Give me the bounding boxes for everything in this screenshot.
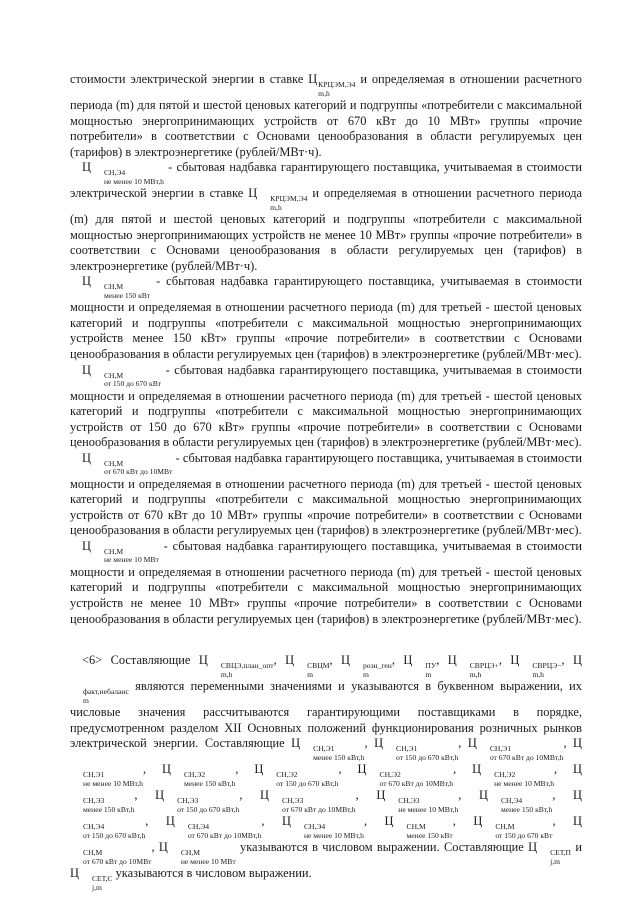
paragraph-text: стоимости электрической энергии в ставке (70, 72, 309, 86)
formula-symbol: Ц СН,Э2 не менее 10 МВт,h (472, 762, 555, 788)
formula-symbol: Ц СН,Э4 от 150 до 670 кВт,h (83, 788, 582, 840)
footnote-6: <6> Составляющие Ц СВЦЭ,план_опт m,h , Ц СВЦМ m , Ц розн_ген m , Ц ПУ m , Ц СВРЦЭ+ m,h , Ц СВРЦЭ− m,h , Ц факт,небаланс m являются переменными значениями и указываются в буквенном выражении, их числовые значения рассчитываются гарантирующими поставщиками в порядке, предусмотренном разделом XII Основных положений функционирования розничных рынков электрической энергии. Составляющие Ц СН,Э1 менее 150 кВт,h , Ц СН,Э1 от 150 до 670 кВт,h , Ц СН,Э1 от 670 кВт до 10МВт,h , Ц СН,Э1 не менее 10 МВт,h , Ц СН,Э2 менее 150 кВт,h , Ц СН,Э2 от 150 до 670 кВт,h , Ц СН,Э2 от 670 кВт до 10МВт,h , Ц СН,Э2 не менее 10 МВт,h , Ц СН,Э3 менее 150 кВт,h , Ц СН,Э3 от 150 до 670 кВт,h , Ц СН,Э3 от 670 кВт до 10МВт,h , Ц СН,Э3 не менее 10 МВт,h , Ц СН,Э4 менее 150 кВт,h , Ц СН,Э4 от 150 до 670 кВт,h , Ц СН,Э4 от 670 кВт до 10МВт,h , Ц СН,Э4 не менее 10 МВт,h , Ц СН,М менее 150 кВт , Ц СН,М от 150 до 670 кВт , Ц СН,М от 670 кВт до 10МВт , Ц СН,М не менее 10 МВт указываются в числовом выражении. Составляющие Ц СЕТ,П j,m и Ц СЕТ,С j,m указываются в числовом выражении. (70, 653, 582, 892)
formula-symbol: Ц СН,М от 670 кВт до 10МВт (83, 814, 582, 866)
formula-symbol: Ц СН,Э1 не менее 10 МВт,h (83, 736, 582, 788)
paragraph-1 (70, 72, 582, 160)
formula-symbol: Ц СН,Э1 менее 150 кВт,h (291, 736, 365, 762)
formula-symbol: Ц СН,Э3 не менее 10 МВт,h (376, 788, 459, 814)
paragraph-2: Ц СН,Э4 не менее 10 МВт,h - сбытовая надбавка гарантирующего поставщика, учитываемая в стоимости электрической энергии в ставке Ц КРЦЭМ,Э4 m,h и определяемая в отношении расчетного периода (m) для пятой и шестой ценовых категорий и подгруппы «потребители с максимальной мощностью энергопринимающих устройств не менее 10 МВт» группы «прочие потребители» в соответствии с Основами ценообразования в области регулируемых цен (тарифов) в электроэнергетике (рублей/МВт·ч). (70, 160, 582, 273)
formula-symbol: Ц СЕТ,П j,m (528, 840, 572, 866)
numeric-symbols: Ц СН,Э1 менее 150 кВт,h , Ц СН,Э1 от 150 до 670 кВт,h , Ц СН,Э1 от 670 кВт до 10МВт,h , Ц СН,Э1 не менее 10 МВт,h , Ц СН,Э2 менее 150 кВт,h , Ц СН,Э2 от 150 до 670 кВт,h , Ц СН,Э2 от 670 кВт до 10МВт,h , Ц СН,Э2 не менее 10 МВт,h , Ц СН,Э3 менее 150 кВт,h , Ц СН,Э3 от 150 до 670 кВт,h , Ц СН,Э3 от 670 кВт до 10МВт,h , Ц СН,Э3 не менее 10 МВт,h , Ц СН,Э4 менее 150 кВт,h , Ц СН,Э4 от 150 до 670 кВт,h , Ц СН,Э4 от 670 кВт до 10МВт,h , Ц СН,Э4 не менее 10 МВт,h , Ц СН,М менее 150 кВт , Ц СН,М от 150 до 670 кВт , Ц СН,М от 670 кВт до 10МВт , Ц СН,М не менее 10 МВт (70, 736, 582, 854)
formula-symbol: Ц СН,М от 670 кВт до 10МВт (82, 450, 173, 477)
formula-symbol: Ц СН,Э4 от 670 кВт до 10МВт,h (165, 814, 262, 840)
variable-symbols: Ц СВЦЭ,план_опт m,h , Ц СВЦМ m , Ц розн_ген m , Ц ПУ m , Ц СВРЦЭ+ m,h , Ц СВРЦЭ− m,h , Ц факт,небаланс m (70, 653, 582, 693)
formula-symbol: Ц КРЦЭМ,Э4 m,h (248, 186, 308, 212)
formula-symbol: Ц СН,Э1 от 150 до 670 кВт,h (374, 736, 459, 762)
formula-symbol: Ц СН,Э3 менее 150 кВт,h (83, 762, 582, 814)
formula-symbol: Ц СВЦМ m (285, 653, 330, 679)
formula-symbol: Ц СН,М от 150 до 670 кВт (473, 814, 553, 840)
formula-symbol: Ц СН,Э2 менее 150 кВт,h (161, 762, 236, 788)
paragraph-3: Ц СН,М менее 150 кВт - сбытовая надбавка гарантирующего поставщика, учитываемая в стоимости мощности и определяемая в отношении расчетного периода (m) для третьей - шестой ценовых категорий и подгруппы «потребители с максимальной мощностью энергопринимающих устройств менее 150 кВт» группы «прочие потребители» в соответствии с Основами ценообразования в области регулируемых цен (тарифов) в электроэнергетике (рублей/МВт·мес). (70, 274, 582, 362)
formula-symbol: Ц факт,небаланс m (83, 653, 582, 705)
formula-symbol: Ц СН,Э3 от 670 кВт до 10МВт,h (260, 788, 356, 814)
formula-symbol: Ц СН,Э2 от 150 до 670 кВт,h (254, 762, 339, 788)
footnote-marker: <6> (82, 653, 103, 668)
formula-symbol: Ц СН,М не менее 10 МВт (158, 840, 236, 866)
document-page (70, 72, 582, 892)
paragraph-4: Ц СН,М от 150 до 670 кВт - сбытовая надбавка гарантирующего поставщика, учитываемая в стоимости мощности и определяемая в отношении расчетного периода (m) для третьей - шестой ценовых категорий и подгруппы «потребители с максимальной мощностью энергопринимающих устройств от 150 до 670 кВт» группы «прочие потребители» в соответствии с Основами ценообразования в области регулируемых цен (тарифов) в электроэнергетике (рублей/МВт·мес). (70, 362, 582, 450)
paragraph-6: Ц СН,М не менее 10 МВт - сбытовая надбавка гарантирующего поставщика, учитываемая в стоимости мощности и определяемая в отношении расчетного периода (m) для третьей - шестой ценовых категорий и подгруппы «потребители с максимальной мощностью энергопринимающих устройств не менее 10 МВт» группы «прочие потребители» в соответствии с Основами ценообразования в области регулируемых цен (тарифов) в электроэнергетике (рублей/МВт·мес). (70, 538, 582, 626)
formula-symbol: Ц КРЦЭМ,Э4 m,h (308, 72, 356, 98)
formula-symbol: Ц СЕТ,С j,m (70, 866, 113, 892)
formula-symbol: Ц СН,Э1 от 670 кВт до 10МВт,h (467, 736, 564, 762)
formula-symbol: Ц розн_ген m (341, 653, 392, 679)
paragraph-5: Ц СН,М от 670 кВт до 10МВт - сбытовая надбавка гарантирующего поставщика, учитываемая в стоимости мощности и определяемая в отношении расчетного периода (m) для третьей - шестой ценовых категорий и подгруппы «потребители с максимальной мощностью энергопринимающих устройств от 670 кВт до 10 МВт» группы «прочие потребители» в соответствии с Основами ценообразования в области регулируемых цен (тарифов) в электроэнергетике (рублей/МВт·мес). (70, 450, 582, 538)
formula-symbol: Ц СВРЦЭ+ m,h (447, 653, 499, 679)
formula-symbol: Ц СН,Э4 не менее 10 МВт,h (82, 160, 164, 186)
paragraph-text: и определяемая в отношении расчетного периода (m) для пятой и шестой ценовых категорий и подгруппы «потребители с максимальной мощностью энергопринимающих устройств от 670 кВт до 10 МВт» группы «прочие потребители» в соответствии с Основами ценообразования в области регулируемых цен (тарифов) в электроэнергетике (рублей/МВт·ч). (70, 72, 582, 159)
formula-symbol: Ц СН,М не менее 10 МВт (82, 538, 159, 565)
formula-symbol: Ц СН,Э4 не менее 10 МВт,h (282, 814, 364, 840)
formula-symbol: Ц СН,М от 150 до 670 кВт (82, 362, 162, 389)
formula-symbol: Ц СН,Э3 от 150 до 670 кВт,h (155, 788, 240, 814)
formula-symbol: Ц СВРЦЭ− m,h (510, 653, 562, 679)
formula-symbol: Ц СН,М менее 150 кВт (384, 814, 453, 840)
formula-symbol: Ц СН,М менее 150 кВт (82, 274, 151, 300)
section-gap (70, 627, 582, 653)
formula-symbol: Ц СН,Э2 от 670 кВт до 10МВт,h (357, 762, 454, 788)
formula-symbol: Ц ПУ m (403, 653, 437, 679)
formula-symbol: Ц СН,Э4 менее 150 кВт,h (478, 788, 553, 814)
formula-symbol: Ц СВЦЭ,план_опт m,h (198, 653, 274, 679)
